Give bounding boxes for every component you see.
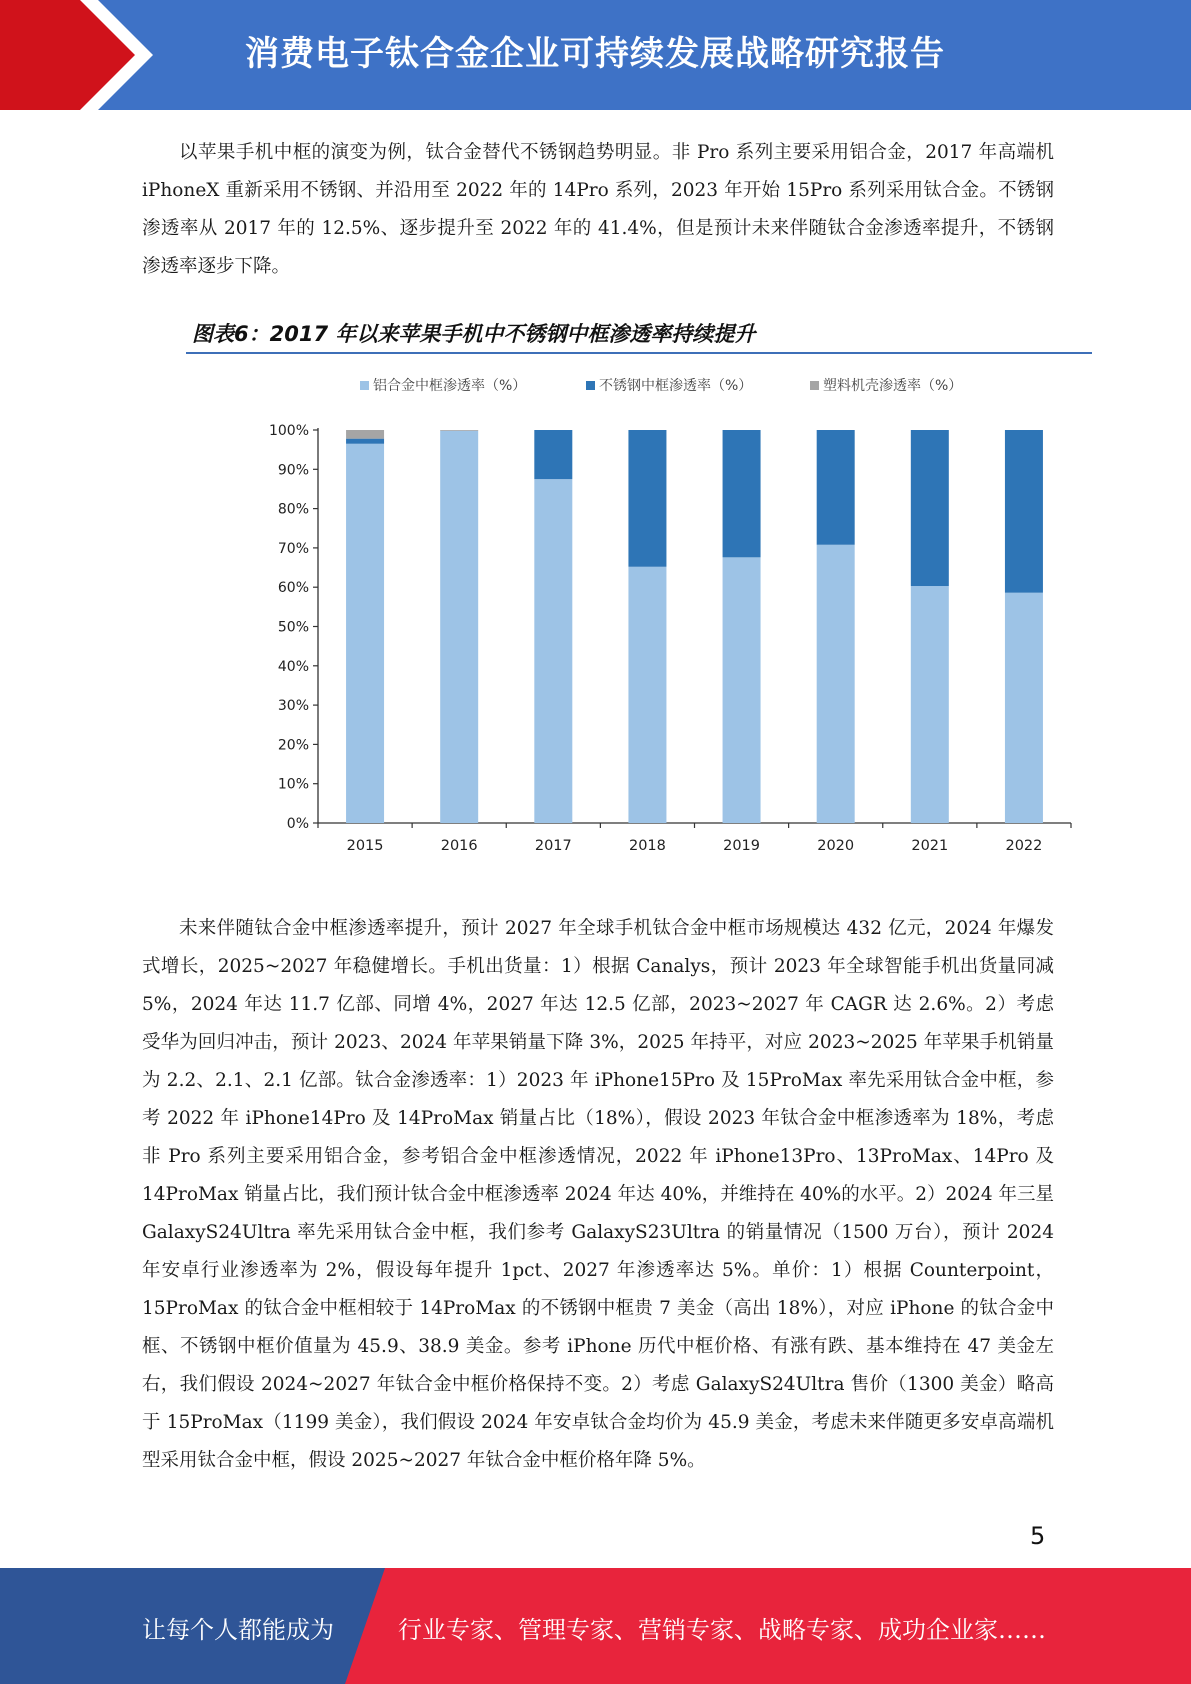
page-number: 5 (1030, 1522, 1046, 1550)
page-header (0, 0, 1191, 110)
legend-swatch-0 (360, 381, 369, 390)
legend-swatch-2 (810, 381, 819, 390)
legend-label-0: 铝合金中框渗透率（%） (373, 378, 527, 394)
bar-2021-series-0 (911, 586, 949, 823)
legend-swatch-1 (586, 381, 595, 390)
bar-2019-series-0 (723, 557, 761, 823)
legend-label-1: 不锈钢中框渗透率（%） (599, 378, 753, 394)
bar-2020-series-0 (817, 545, 855, 823)
bar-2018-series-1 (628, 430, 666, 567)
bar-2021-series-1 (911, 430, 949, 586)
paragraph-intro: 以苹果手机中框的演变为例，钛合金替代不锈钢趋势明显。非 Pro 系列主要采用铝合金，2017 年高端机 iPhoneX 重新采用不锈钢、并沿用至 2022 年的 14Pro 系列，2023 年开始 15Pro 系列采用钛合金。不锈钢渗透率从 2017 年的 12.5%、逐步提升至 2022 年的 41.4%，但是预计未来伴随钛合金渗透率提升，不锈钢渗透率逐步下降。 (142, 142, 1054, 277)
figure-title-rule (186, 352, 1092, 354)
y-tick-label-0: 0% (286, 816, 309, 832)
footer-slogan-left: 让每个人都能成为 (142, 1616, 334, 1644)
x-tick-label-4: 2019 (723, 838, 761, 854)
y-tick-label-7: 70% (277, 540, 309, 557)
chart-bars (346, 430, 1043, 823)
paragraph-forecast: 未来伴随钛合金中框渗透率提升，预计 2027 年全球手机钛合金中框市场规模达 432 亿元，2024 年爆发式增长，2025~2027 年稳健增长。手机出货量：1）根据 Canalys，预计 2023 年全球智能手机出货量同减 5%，2024 年达 11.7 亿部、同增 4%，2027 年达 12.5 亿部，2023~2027 年 CAGR 达 2.6%。2）考虑受华为回归冲击，预计 2023、2024 年苹果销量下降 3%，2025 年持平，对应 2023~2025 年苹果手机销量为 2.2、2.1、2.1 亿部。钛合金渗透率：1）2023 年 iPhone15Pro 及 15ProMax 率先采用钛合金中框，参考 2022 年 iPhone14Pro 及 14ProMax 销量占比（18%），假设 2023 年钛合金中框渗透率为 18%，考虑非 Pro 系列主要采用铝合金，参考铝合金中框渗透情况，2022 年 iPhone13Pro、13ProMax、14Pro 及 14ProMax 销量占比，我们预计钛合金中框渗透率 2024 年达 40%，并维持在 40%的水平。2）2024 年三星 GalaxyS24Ultra 率先采用钛合金中框，我们参考 GalaxyS23Ultra 的销量情况（1500 万台），预计 2024 年安卓行业渗透率为 2%，假设每年提升 1pct、2027 年渗透率达 5%。单价：1）根据 Counterpoint，15ProMax 的钛合金中框相较于 14ProMax 的不锈钢中框贵 7 美金（高出 18%），对应 iPhone 的钛合金中框、不锈钢中框价值量为 45.9、38.9 美金。参考 iPhone 历代中框价格、有涨有跌、基本维持在 47 美金左右，我们假设 2024~2027 年钛合金中框价格保持不变。2）考虑 GalaxyS24Ultra 售价（1300 美金）略高于 15ProMax（1199 美金），我们假设 2024 年安卓钛合金均价为 45.9 美金，考虑未来伴随更多安卓高端机型采用钛合金中框，假设 2025~2027 年钛合金中框价格年降 5%。 (142, 918, 1054, 1471)
bar-2015-series-1 (346, 439, 384, 444)
y-tick-label-9: 90% (277, 462, 309, 479)
y-tick-label-4: 40% (277, 658, 309, 675)
x-tick-label-6: 2021 (911, 838, 949, 854)
stacked-bar-chart (186, 360, 1092, 870)
bar-2016-series-0 (440, 431, 478, 823)
footer-slogan-right: 行业专家、管理专家、营销专家、战略专家、成功企业家…… (398, 1616, 1046, 1644)
figure-title: 图表6：2017 年以来苹果手机中不锈钢中框渗透率持续提升 (192, 322, 756, 346)
y-tick-label-10: 100% (268, 423, 309, 439)
chart-x-tick-labels (318, 823, 1071, 854)
bar-2019-series-1 (723, 430, 761, 557)
y-tick-label-5: 50% (277, 619, 309, 636)
x-tick-label-3: 2018 (628, 838, 666, 854)
chart-axes (269, 423, 1071, 832)
bar-2016-series-2 (440, 430, 478, 431)
legend-label-2: 塑料机壳渗透率（%） (823, 378, 963, 394)
bar-2017-series-0 (534, 479, 572, 823)
x-tick-label-5: 2020 (817, 838, 855, 854)
bar-2022-series-1 (1005, 430, 1043, 593)
y-tick-label-1: 10% (277, 776, 309, 793)
x-tick-label-0: 2015 (346, 838, 384, 854)
y-tick-label-2: 20% (277, 737, 309, 754)
x-tick-label-2: 2017 (534, 838, 572, 854)
bar-2020-series-1 (817, 430, 855, 545)
x-tick-label-1: 2016 (440, 838, 478, 854)
y-tick-label-8: 80% (277, 501, 309, 518)
header-arrow-decoration (0, 0, 160, 110)
y-tick-label-6: 60% (277, 580, 309, 597)
chart-legend (360, 377, 962, 394)
bar-2018-series-0 (628, 567, 666, 823)
y-tick-label-3: 30% (277, 698, 309, 715)
bar-2017-series-1 (534, 430, 572, 479)
bar-2022-series-0 (1005, 593, 1043, 823)
x-tick-label-7: 2022 (1005, 838, 1043, 854)
page-footer (0, 1568, 1191, 1684)
bar-2015-series-0 (346, 444, 384, 823)
report-title: 消费电子钛合金企业可持续发展战略研究报告 (245, 34, 945, 74)
bar-2015-series-2 (346, 430, 384, 439)
